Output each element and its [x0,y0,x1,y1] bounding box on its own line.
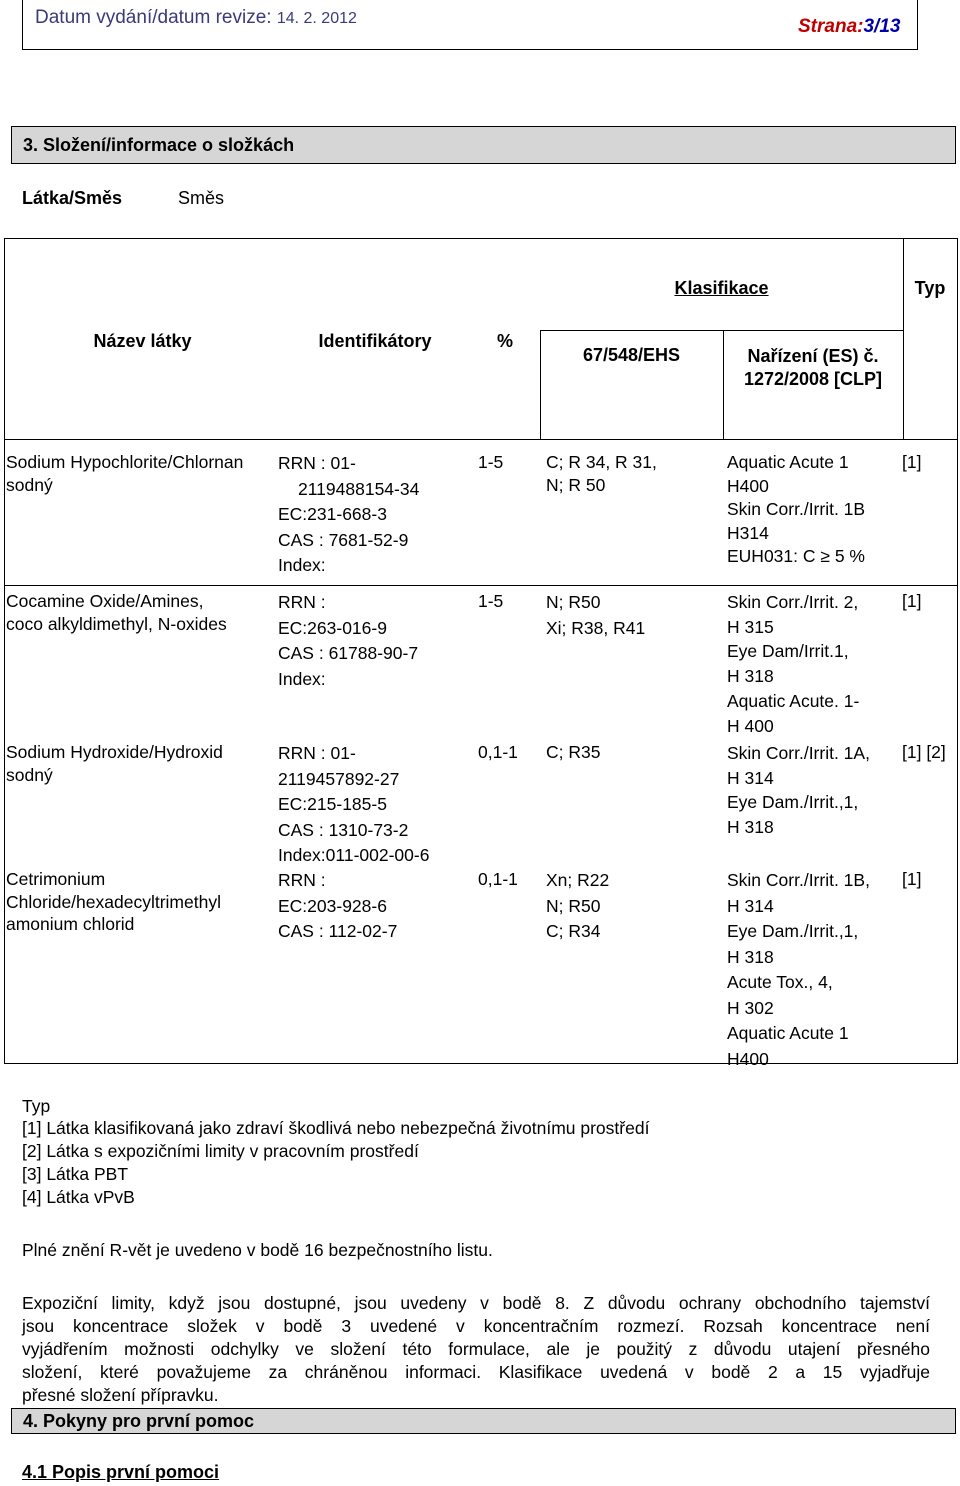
row2-clp-line: Eye Dam/Irrit.1, [727,641,849,662]
row4-clp-line: H 314 [727,895,774,916]
row1-eec-line: C; R 34, R 31, [546,452,657,472]
row3-name-line: sodný [6,764,53,785]
row1-eec [546,451,657,496]
row3-name [6,741,223,786]
row4-type: [1] [902,869,922,889]
page-number [798,16,900,38]
paragraph-line: Expoziční limity, když jsou dostupné, jsou uvedeny v bodě 8. Z důvodu ochrany obchodního tajemství [22,1293,930,1313]
paragraph-line: přesné složení přípravku. [22,1385,219,1405]
row1-id-line: Index: [278,555,326,575]
row4-id-line: CAS : 112-02-7 [278,921,398,941]
substance-value: Směs [178,188,225,208]
row3-id-line: 2119457892-27 [278,768,400,789]
row1-clp-line: Aquatic Acute 1 [727,452,849,472]
row4-name-line: Cetrimonium [6,869,106,889]
row1-id-line: EC:231-668-3 [278,504,387,524]
row3-type: [1] [2] [902,742,946,762]
row2-id-line: EC:263-016-9 [278,617,387,638]
row2-clp-line: H 400 [727,715,774,736]
row1-name-line: Sodium Hypochlorite/Chlornan [6,452,244,472]
row1-id-line: RRN : 01- [278,453,356,473]
type-item-2: [2] Látka s expozičními limity v pracovním prostředí [22,1141,419,1161]
header-clp-line1: Nařízení (ES) č. [747,346,879,366]
row4-name-line: amonium chlorid [6,914,135,934]
row1-clp [727,451,865,569]
row1-name [6,451,243,496]
header-identifiers: Identifikátory [318,331,432,351]
row4-eec-line: C; R34 [546,921,601,941]
revision-date [35,7,357,29]
row2-clp-line: H 318 [727,666,774,687]
row2-id-line: Index: [278,668,326,689]
row1-clp-line: H314 [727,522,769,543]
row2-eec-line: N; R50 [546,592,601,612]
row1-id-line: 2119488154-34 [298,478,420,499]
header-classification: Klasifikace [674,278,769,298]
row3-id-line: RRN : 01- [278,743,356,763]
row3-id-line: CAS : 1310-73-2 [278,819,409,840]
row3-id-line: EC:215-185-5 [278,794,387,814]
page-number-label: Strana: [798,16,864,37]
table-header-divider [5,439,957,440]
row3-clp-line: Skin Corr./Irrit. 1A, [727,743,870,763]
row1-clp-line: H400 [727,475,769,496]
type-item-4: [4] Látka vPvB [22,1187,135,1207]
row4-clp-line: Skin Corr./Irrit. 1B, [727,870,870,890]
header-clp [723,345,903,391]
row1-type: [1] [902,452,922,472]
header-clp-line2: 1272/2008 [CLP] [743,369,883,389]
row2-type: [1] [902,591,922,611]
row2-eec [546,590,645,641]
section-3-title: 3. Složení/informace o složkách [11,126,956,164]
paragraph-line: složení, které považujeme za chráněnou informaci. Klasifikace uvedená v bodě 2 a 15 vyjadřuje [22,1362,930,1382]
header-eec: 67/548/EHS [582,345,681,365]
row2-identifiers [278,590,418,692]
row1-name-line: sodný [6,474,53,495]
row2-id-line: CAS : 61788-90-7 [278,643,419,663]
row2-clp [727,590,859,738]
row4-clp-line: H 318 [727,946,774,967]
row4-percent: 0,1-1 [478,869,518,889]
row2-percent: 1-5 [478,591,504,611]
row1-clp-line: Skin Corr./Irrit. 1B [727,499,866,519]
substance-label: Látka/Směs [22,188,123,208]
row4-identifiers [278,868,397,945]
row3-clp-line: H 314 [727,767,774,788]
row3-identifiers [278,741,429,869]
types-title: Typ [22,1096,51,1116]
row2-clp-line: H 315 [727,616,774,637]
exposure-limits-paragraph [22,1292,930,1407]
type-item-1: [1] Látka klasifikovaná jako zdraví škodlivá nebo nebezpečná životnímu prostředí [22,1118,650,1138]
section-4-title: 4. Pokyny pro první pomoc [11,1408,956,1434]
row2-id-line: RRN : [278,592,326,612]
row2-clp-line: Aquatic Acute. 1- [727,690,860,711]
row4-clp-line: Acute Tox., 4, [727,972,833,992]
row4-clp [727,868,870,1072]
row2-eec-line: Xi; R38, R41 [546,617,646,638]
header-name: Název látky [93,331,192,351]
composition-table [4,238,958,1069]
row3-eec [546,741,600,764]
row4-id-line: RRN : [278,870,326,890]
row2-clp-line: Skin Corr./Irrit. 2, [727,592,859,612]
row4-name [6,868,221,936]
paragraph-line: jsou koncentrace složek v bodě 3 uvedené v koncentračním rozmezí. Rozsah koncentrace není [22,1316,930,1336]
paragraph-line: vyjádřením možnosti odchylky ve složení této formulace, ale je použitý z důvodu utajení přesného [22,1339,930,1359]
page-number-value: 3/13 [863,16,901,37]
row3-percent: 0,1-1 [478,742,518,762]
classification-divider [540,330,904,331]
header-percent: % [496,331,513,351]
header-type: Typ [914,278,946,298]
row1-identifiers [278,451,419,579]
revision-date-label: Datum vydání/datum revize: [35,7,272,28]
revision-date-value: 14. 2. 2012 [276,10,357,27]
row3-name-line: Sodium Hydroxide/Hydroxid [6,742,223,762]
row-divider-1 [5,585,957,586]
row2-name [6,590,227,635]
row1-percent: 1-5 [478,452,504,472]
row4-clp-line: Eye Dam./Irrit.,1, [727,921,859,941]
row2-name-line: coco alkyldimethyl, N-oxides [6,613,227,634]
row1-clp-line: EUH031: C ≥ 5 % [727,546,865,566]
row4-eec-line: N; R50 [546,895,601,916]
row3-clp-line: H 318 [727,817,774,838]
col-divider-type [903,239,904,440]
row3-clp-line: Eye Dam./Irrit.,1, [727,792,859,813]
row4-eec-line: Xn; R22 [546,870,610,890]
row4-clp-line: Aquatic Acute 1 [727,1023,849,1043]
type-item-3: [3] Látka PBT [22,1164,129,1184]
row1-id-line: CAS : 7681-52-9 [278,529,409,550]
r-phrases-note: Plné znění R-vět je uvedeno v bodě 16 bezpečnostního listu. [22,1240,493,1260]
row4-eec [546,868,609,945]
subsection-4-1-title: 4.1 Popis první pomoci [22,1462,220,1482]
row1-eec-line: N; R 50 [546,474,606,495]
row4-clp-line: H400 [727,1048,769,1069]
row4-name-line: Chloride/hexadecyltrimethyl [6,891,221,912]
row3-eec-line: C; R35 [546,742,601,762]
row3-id-line: Index:011-002-00-6 [278,845,430,865]
row4-clp-line: H 302 [727,997,774,1018]
row2-name-line: Cocamine Oxide/Amines, [6,591,204,611]
row4-id-line: EC:203-928-6 [278,895,387,916]
row3-clp [727,741,870,840]
